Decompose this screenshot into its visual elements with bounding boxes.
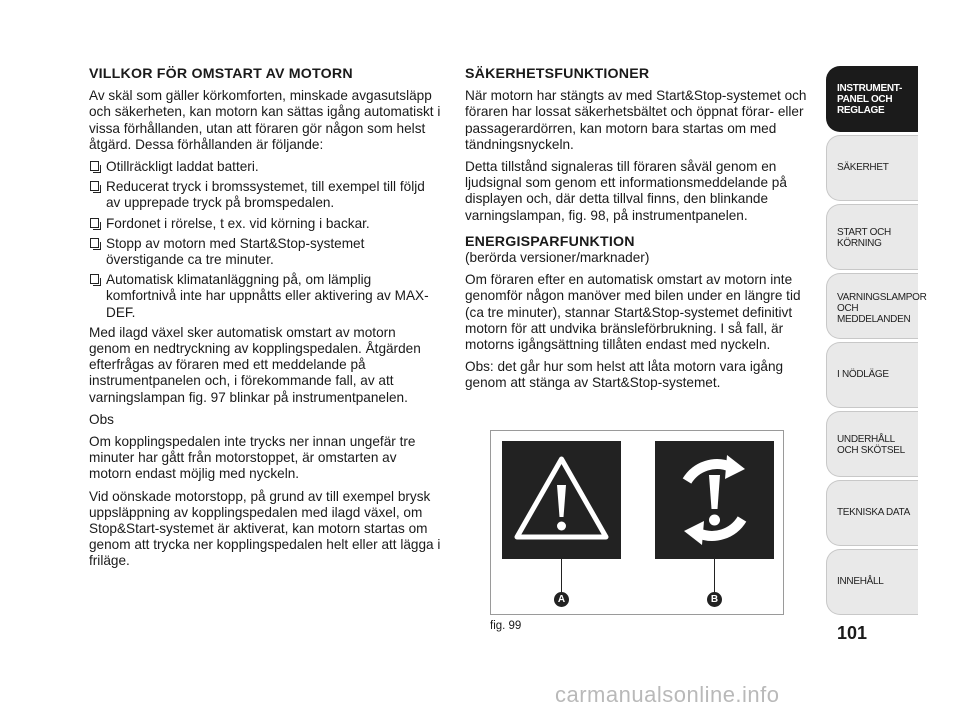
energy-subtitle: (berörda versioner/marknader) (465, 250, 650, 266)
callout-a-leader (561, 559, 562, 595)
section-tabs (826, 66, 927, 618)
callout-a: A (554, 592, 569, 607)
tab-emergency[interactable]: I NÖDLÄGE (826, 342, 918, 408)
obs-label: Obs (89, 411, 114, 427)
figure-99 (490, 430, 784, 615)
list-item: Otillräckligt laddat batteri. (89, 159, 441, 175)
callout-b: B (707, 592, 722, 607)
tab-technical-data[interactable]: TEKNISKA DATA (826, 480, 918, 546)
safety-paragraph-1: När motorn har stängts av med Start&Stop-systemet och föraren har lossat säkerhetsbältet och öppnat förar- eller passagerardörren, kan motorn bara startas om med tändningsnyckeln. (465, 88, 807, 152)
safety-functions-heading: SÄKERHETSFUNKTIONER (465, 66, 650, 82)
callout-b-leader (714, 559, 715, 595)
energy-note-paragraph: Obs: det går hur som helst att låta motorn vara igång genom att stänga av Start&Stop-systemet. (465, 359, 784, 391)
tab-warning-lights[interactable]: VARNINGSLAMPOR OCH MEDDELANDEN (826, 273, 918, 339)
checkbox-bullet-icon (90, 274, 99, 284)
checkbox-bullet-icon (90, 181, 99, 191)
checkbox-bullet-icon (90, 238, 99, 248)
gear-restart-paragraph: Med ilagd växel sker automatisk omstart av motorn genom en nedtryckning av kopplingspedalen. Åtgärden efterfrågas av föraren med ett meddelande på instrumentpanelen och, i förekommande fall, av att varningslampan fig. 97 blinkar på instrumentpanelen. (89, 324, 421, 405)
tab-instrument-panel[interactable]: INSTRUMENT-PANEL OCH REGLAGE (826, 66, 918, 132)
page-number: 101 (836, 623, 868, 643)
restart-conditions-heading: VILLKOR FÖR OMSTART AV MOTORN (89, 66, 353, 82)
checkbox-bullet-icon (90, 218, 99, 228)
warning-panel-a (502, 441, 621, 559)
figure-caption: fig. 99 (490, 620, 522, 632)
accidental-stop-paragraph: Vid oönskade motorstopp, på grund av till exempel brysk uppsläppning av kopplingspedalen med ilagd växel, om Stop&Start-systemet är aktiverat, kan motorn startas om genom att trycka ner kopplingspedalen helt eller att lägga i friläge. (89, 488, 441, 569)
safety-paragraph-2: Detta tillstånd signaleras till föraren såväl genom en ljudsignal som genom ett informationsmeddelande på displayen och, där detta tillval finns, den blinkande varningslampan, fig. 98, på instrumentpanelen. (465, 159, 787, 223)
warning-triangle-icon (502, 441, 621, 559)
list-item: Stopp av motorn med Start&Stop-systemet överstigande ca tre minuter. (89, 236, 441, 268)
list-item: Reducerat tryck i bromssystemet, till exempel till följd av upprepade tryck på bromspedalen. (89, 179, 441, 211)
left-column (89, 66, 441, 576)
tab-safety[interactable]: SÄKERHET (826, 135, 918, 201)
warning-panel-b (655, 441, 774, 559)
right-column (465, 66, 815, 398)
list-item: Fordonet i rörelse, t ex. vid körning i backar. (89, 216, 441, 232)
energy-paragraph: Om föraren efter en automatisk omstart av motorn inte genomför någon manöver med bilen under en längre tid (ca tre minuter), stannar Start&Stop-systemet definitivt motorn för att undvika bränsleförbrukning. I så fall, är motorns igångsättning tillåten endast med nyckeln. (465, 272, 801, 353)
tab-contents[interactable]: INNEHÅLL (826, 549, 918, 615)
energy-saving-heading: ENERGISPARFUNKTION (465, 233, 635, 250)
list-item: Automatisk klimatanläggning på, om lämplig komfortnivå inte har uppnåtts eller aktivering av MAX-DEF. (89, 272, 441, 321)
start-stop-fault-icon (655, 441, 774, 559)
checkbox-bullet-icon (90, 161, 99, 171)
restart-conditions-list (89, 159, 441, 321)
restart-intro-paragraph: Av skäl som gäller körkomforten, minskade avgasutsläpp och säkerheten, kan motorn kan sättas igång automatiskt i vissa förhållanden, utan att föraren gör någon som helst åtgärd. Dessa förhållanden är följande: (89, 88, 441, 152)
tab-maintenance[interactable]: UNDERHÅLL OCH SKÖTSEL (826, 411, 918, 477)
watermark: carmanualsonline.info (555, 682, 780, 707)
tab-start-driving[interactable]: START OCH KÖRNING (826, 204, 918, 270)
obs-paragraph: Om kopplingspedalen inte trycks ner innan ungefär tre minuter har gått från motorstoppet, är omstarten av motorn endast möjlig med nyckeln. (89, 434, 416, 482)
